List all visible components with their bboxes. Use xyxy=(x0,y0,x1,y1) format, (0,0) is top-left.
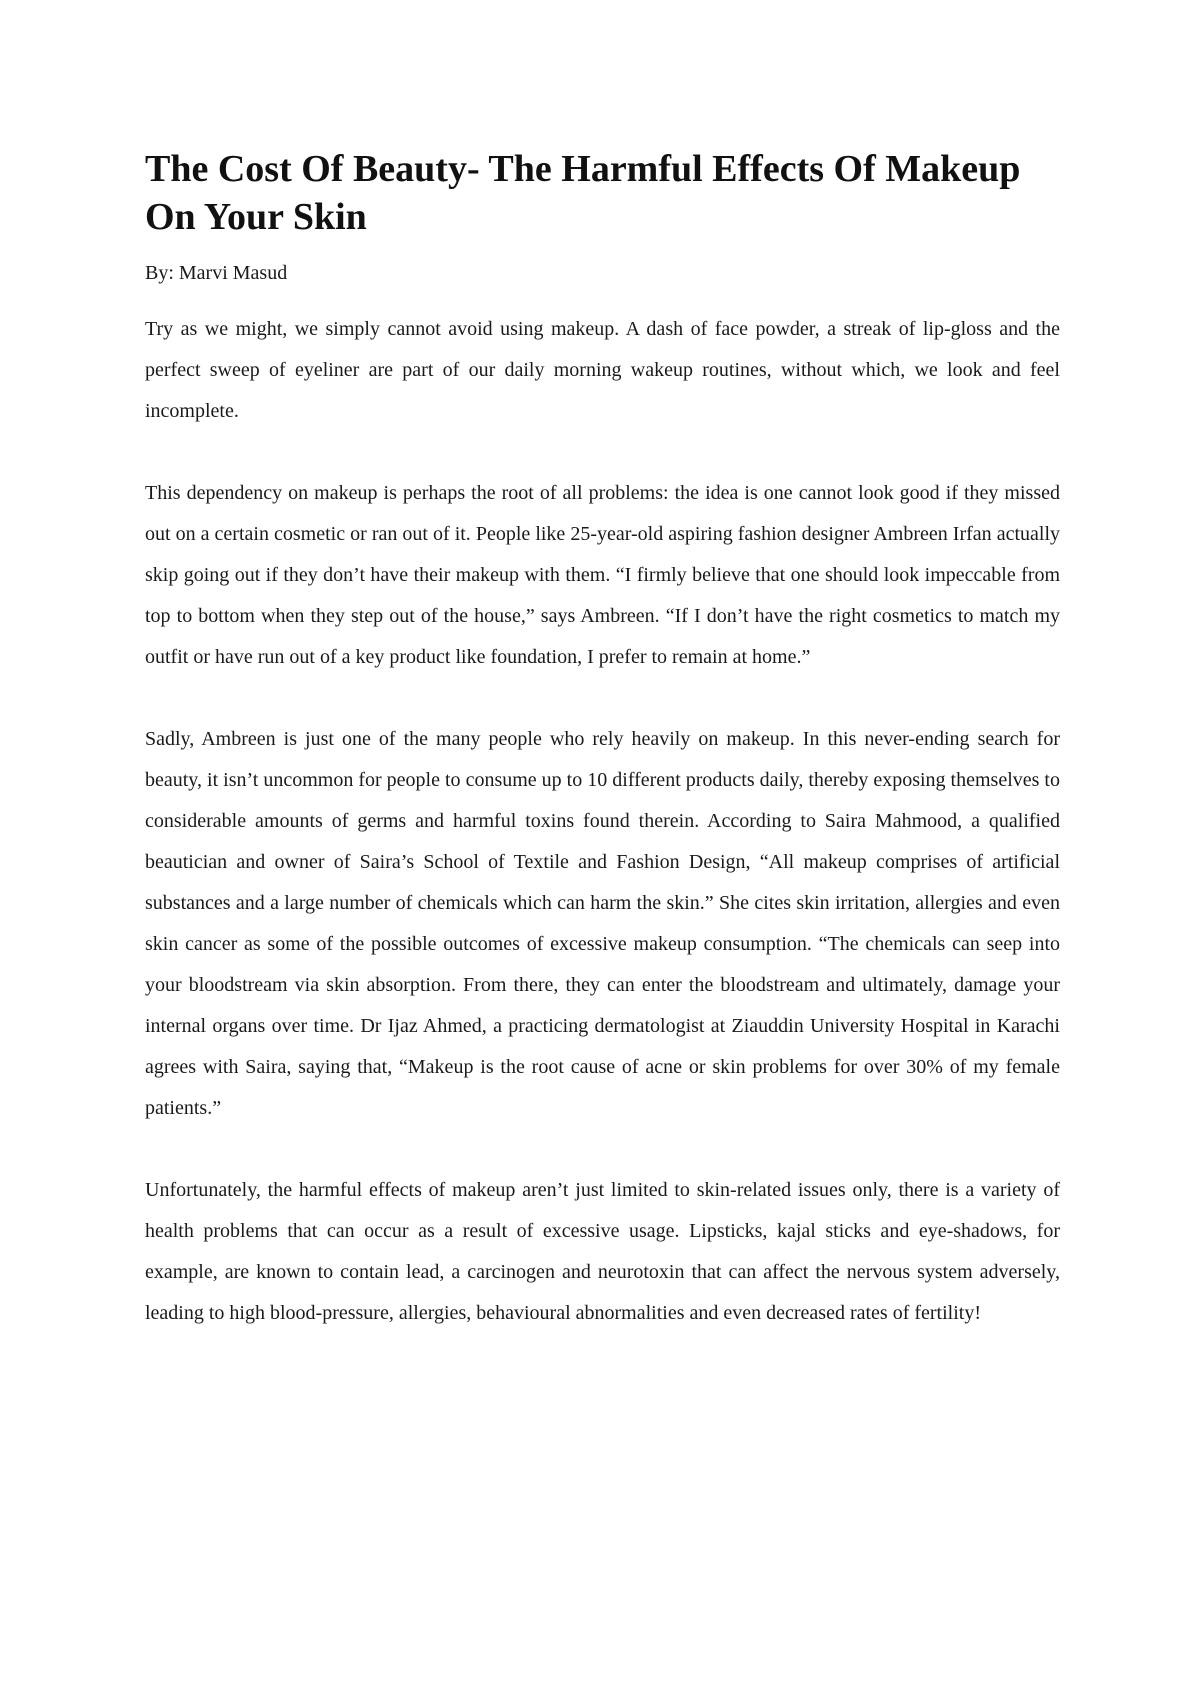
paragraph: Sadly, Ambreen is just one of the many people who rely heavily on makeup. In this never-ending search for beauty, it isn’t uncommon for people to consume up to 10 different products daily, thereby exposing themselves to considerable amounts of germs and harmful toxins found therein. According to Saira Mahmood, a qualified beautician and owner of Saira’s School of Textile and Fashion Design, “All makeup comprises of artificial substances and a large number of chemicals which can harm the skin.” She cites skin irritation, allergies and even skin cancer as some of the possible outcomes of excessive makeup consumption. “The chemicals can seep into your bloodstream via skin absorption. From there, they can enter the bloodstream and ultimately, damage your internal organs over time. Dr Ijaz Ahmed, a practicing dermatologist at Ziauddin University Hospital in Karachi agrees with Saira, saying that, “Makeup is the root cause of acne or skin problems for over 30% of my female patients.” xyxy=(145,728,1060,1119)
article-byline: By: Marvi Masud xyxy=(145,262,288,284)
article-title: The Cost Of Beauty- The Harmful Effects Of Makeup On Your Skin xyxy=(145,148,1021,238)
paragraph: This dependency on makeup is perhaps the root of all problems: the idea is one cannot look good if they missed out on a certain cosmetic or ran out of it. People like 25-year-old aspiring fashion designer Ambreen Irfan actually skip going out if they don’t have their makeup with them. “I firmly believe that one should look impeccable from top to bottom when they step out of the house,” says Ambreen. “If I don’t have the right cosmetics to match my outfit or have run out of a key product like foundation, I prefer to remain at home.” xyxy=(145,482,1060,668)
paragraph: Try as we might, we simply cannot avoid using makeup. A dash of face powder, a streak of lip-gloss and the perfect sweep of eyeliner are part of our daily morning wakeup routines, without which, we look and feel incomplete. xyxy=(145,318,1060,422)
article-body xyxy=(145,309,1060,1334)
document-page xyxy=(145,145,1060,1334)
paragraph: Unfortunately, the harmful effects of makeup aren’t just limited to skin-related issues only, there is a variety of health problems that can occur as a result of excessive usage. Lipsticks, kajal sticks and eye-shadows, for example, are known to contain lead, a carcinogen and neurotoxin that can affect the nervous system adversely, leading to high blood-pressure, allergies, behavioural abnormalities and even decreased rates of fertility! xyxy=(145,1179,1060,1324)
